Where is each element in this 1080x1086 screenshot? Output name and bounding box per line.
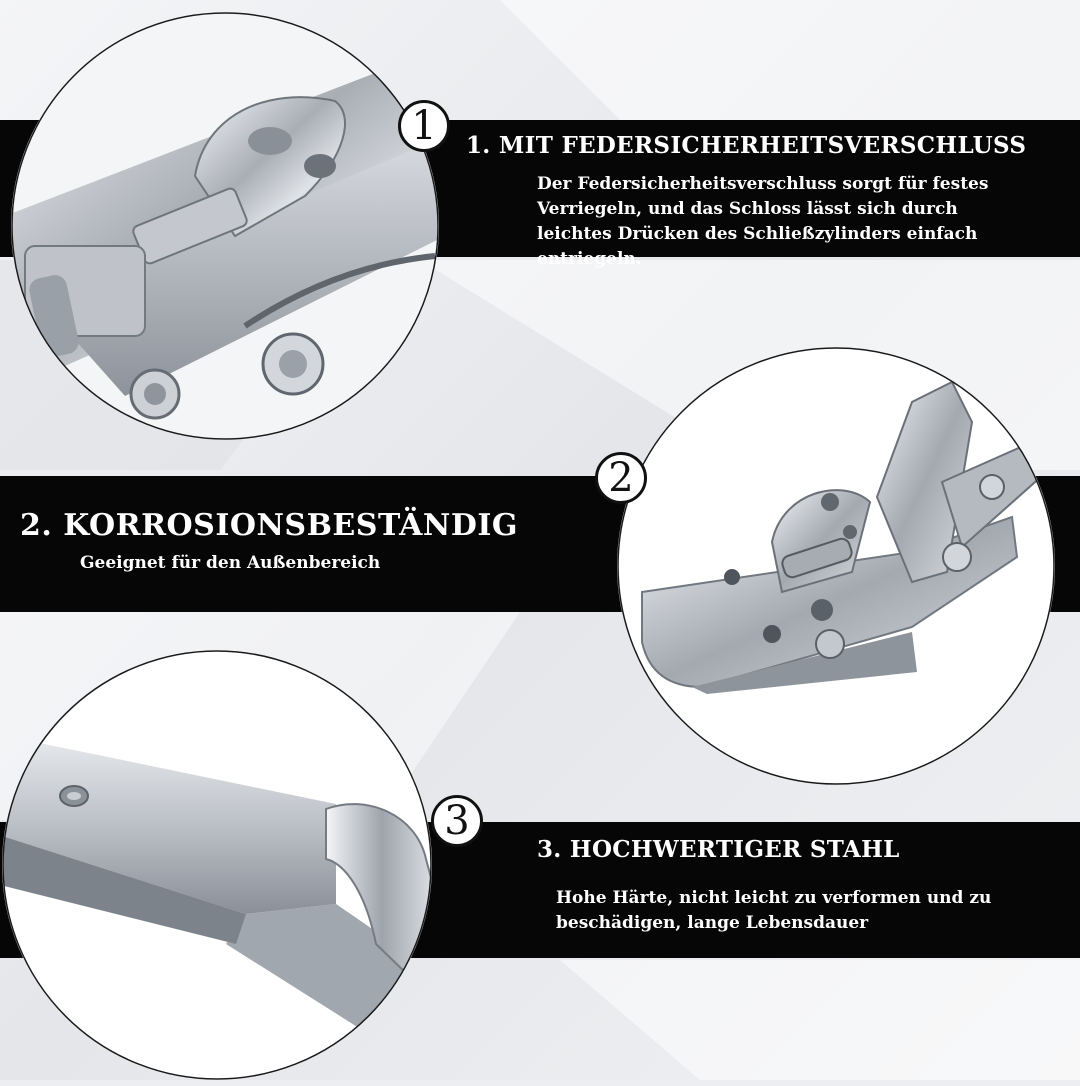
feature-3-description: Hohe Härte, nicht leicht zu verformen und zu beschädigen, lange Lebensdauer	[556, 888, 992, 933]
feature-1-number-badge: 1	[398, 100, 450, 152]
feature-2-title: 2. KORROSIONSBESTÄNDIG	[20, 508, 519, 543]
feature-2-description: Geeignet für den Außenbereich	[80, 553, 381, 573]
feature-3-number-badge: 3	[431, 795, 483, 847]
toggle-latch-side-view-photo	[612, 342, 1060, 790]
feature-2-number-badge: 2	[595, 452, 647, 504]
spring-latch-closeup-photo	[5, 6, 445, 446]
feature-1-description: Der Federsicherheitsverschluss sorgt für festes Verriegeln, und das Schloss lässt sich durch leichtes Drücken des Schließzylinders einfach entriegeln.	[537, 174, 989, 269]
steel-strike-plate-closeup-photo	[0, 644, 438, 1086]
feature-3-title: 3. HOCHWERTIGER STAHL	[537, 836, 900, 863]
feature-1-title: 1. MIT FEDERSICHERHEITSVERSCHLUSS	[466, 132, 1027, 159]
